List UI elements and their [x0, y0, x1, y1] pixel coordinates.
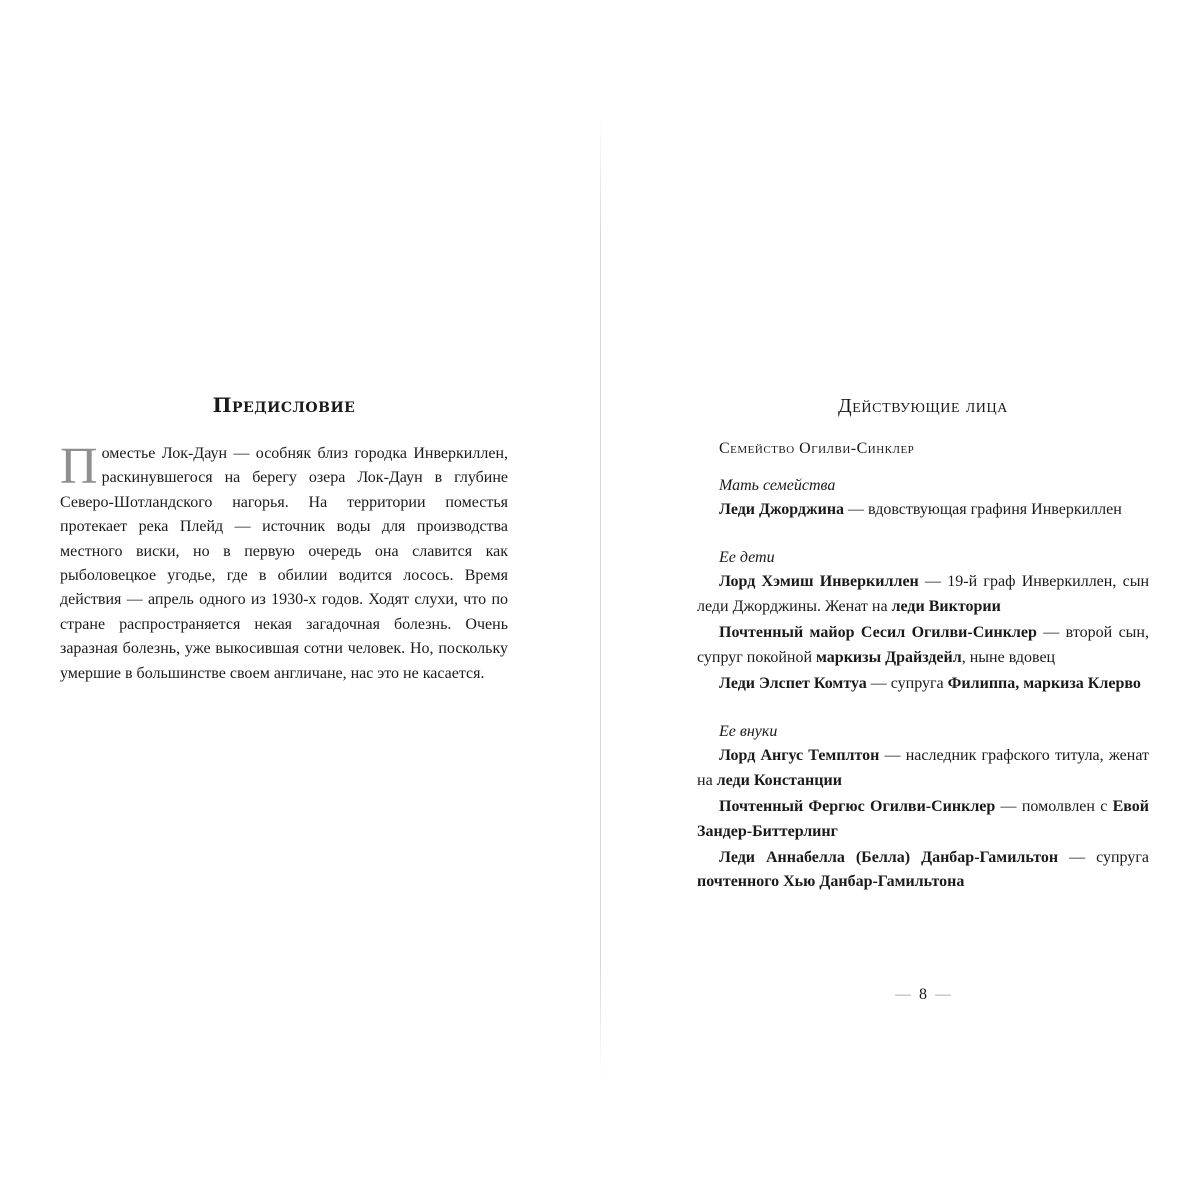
drop-cap: П [60, 438, 98, 495]
character-description: — вдовствующая графиня Инверкиллен [844, 501, 1122, 518]
group-label: Ее дети [719, 549, 775, 567]
character-entry [697, 846, 1149, 895]
character-name: Евой Зандер-Биттерлинг [697, 798, 1149, 840]
character-description: — помолвлен с [995, 798, 1113, 816]
character-description: — 19-й граф Инверкиллен, сын леди Джорджины. Женат на [697, 573, 1150, 615]
group-spacer [697, 696, 1149, 720]
family-heading: Семейство Огилви-Синклер [719, 440, 915, 457]
character-entry [697, 744, 1149, 793]
character-name: леди Констанции [716, 771, 842, 789]
group-spacer [697, 522, 1149, 546]
character-entry [697, 672, 1149, 696]
character-description: — супруга [866, 675, 948, 693]
character-description: — супруга [1058, 849, 1149, 867]
character-name: Леди Джорджина [719, 501, 845, 518]
character-entry [697, 795, 1149, 844]
character-entry [697, 621, 1149, 670]
character-name: Леди Аннабелла (Белла) Данбар-Гамильтон [719, 849, 1059, 867]
character-name: Леди Элспет Комтуа [719, 675, 867, 693]
character-name: почтенного Хью Данбар-Гамильтона [697, 873, 965, 891]
footer-dash-right: — [935, 986, 951, 1003]
character-name: маркизы Драйздейл [816, 648, 962, 666]
character-description: — второй сын, супруг покойной [697, 624, 1149, 666]
character-entry [697, 498, 1149, 522]
character-description: — наследник графского титула, женат на [697, 747, 1150, 789]
footer-dash-left: — [895, 986, 911, 1003]
character-name: Почтенный Фергюс Огилви-Синклер [719, 798, 996, 816]
preface-text: оместье Лок-Даун — особняк близ городка Инверкиллен, раскинувшегося на берегу озера Лок-Даун в глубине Северо-Шотландского нагорья. На территории поместья протекает река Плейд — источник воды для производства местного виски, но в первую очередь она славится как рыболовецкое угодье, где в обилии водится лосось. Время действия — апрель одного из 1930-х годов. Ходят слухи, что по стране распространяется некая загадочная болезнь. Очень заразная болезнь, уже выкосившая сотни человек. Но, поскольку умершие в большинстве своем англичане, нас это не касается. [60, 445, 508, 682]
page-gutter [600, 118, 601, 1080]
character-name: Лорд Ангус Темплтон [719, 747, 880, 765]
character-description: , ныне вдовец [961, 648, 1056, 666]
page-number: 8 [919, 986, 927, 1003]
character-name: Почтенный майор Сесил Огилви-Синклер [719, 624, 1037, 642]
group-label: Ее внуки [719, 723, 778, 741]
cast-list [697, 474, 1149, 895]
page-number-footer [697, 986, 1149, 1004]
cast-title: Действующие лица [838, 395, 1008, 417]
character-entry [697, 570, 1149, 619]
preface-title: Предисловие [212, 393, 356, 417]
character-name: Лорд Хэмиш Инверкиллен [719, 573, 919, 591]
group-label: Мать семейства [719, 477, 836, 494]
right-page [697, 390, 1149, 895]
preface-body [60, 438, 508, 686]
character-name: леди Виктории [891, 597, 1001, 615]
left-page [60, 390, 508, 686]
character-name: Филиппа, маркиза Клерво [947, 675, 1141, 693]
